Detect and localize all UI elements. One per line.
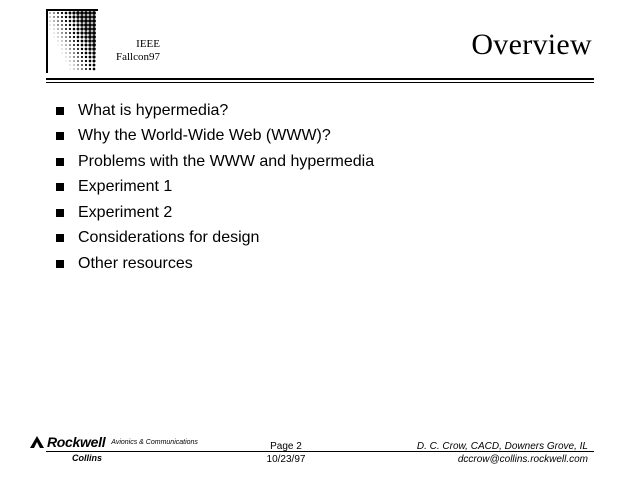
logo-dot [88, 47, 91, 50]
logo-dot [54, 29, 55, 30]
logo-dot [89, 56, 92, 59]
logo-dot [77, 60, 79, 62]
logo-dot [62, 49, 63, 50]
logo-dot [77, 68, 78, 69]
logo-dot [66, 57, 67, 58]
logo-dot [70, 69, 71, 70]
logo-dot [92, 47, 96, 51]
logo-dot [66, 53, 67, 54]
logo-dot [80, 11, 84, 15]
logo-dot [88, 15, 92, 19]
logo-dot [73, 24, 76, 27]
logo-dot [57, 28, 58, 29]
logo-dot [77, 32, 80, 35]
square-bullet-icon [56, 260, 64, 268]
logo-dot [89, 52, 92, 55]
logo-dot [54, 37, 55, 38]
logo-dot [62, 45, 63, 46]
logo-dot [77, 56, 79, 58]
page-info [256, 440, 316, 466]
logo-dot [70, 61, 71, 62]
logo-dot [92, 27, 96, 31]
list-item-text: Why the World-Wide Web (WWW)? [78, 127, 331, 145]
logo-dot [80, 27, 83, 30]
logo-dot [77, 40, 79, 42]
logo-dot [58, 37, 59, 38]
logo-dot [81, 64, 83, 66]
logo-dot [69, 40, 71, 42]
logo-dot [73, 64, 74, 65]
logo-dot [80, 31, 83, 34]
logo-dot [58, 45, 59, 46]
logo-dot [66, 61, 67, 62]
logo-dot [69, 48, 70, 49]
logo-dot [69, 12, 72, 15]
logo-dot [93, 64, 96, 67]
logo-dot [69, 28, 71, 30]
logo-dot [65, 28, 67, 30]
logo-dot [88, 11, 92, 15]
list-item-text: Problems with the WWW and hypermedia [78, 152, 375, 170]
logo-dot [88, 35, 92, 39]
list-item [56, 251, 374, 277]
logo-dot [84, 19, 88, 23]
logo-dot [50, 25, 51, 26]
logo-dot [65, 12, 68, 15]
list-item-text: Considerations for design [78, 229, 260, 247]
logo-dot [85, 56, 87, 58]
header-divider [46, 78, 594, 80]
conference-org: IEEE [136, 38, 160, 50]
page-date: 10/23/97 [266, 454, 306, 465]
square-bullet-icon [56, 107, 64, 115]
square-bullet-icon [56, 158, 64, 166]
header-divider-thin [46, 82, 594, 83]
logo-dot [80, 23, 84, 27]
logo-dot [88, 39, 92, 43]
logo-dot [70, 65, 71, 66]
conference-event: Fallcon97 [116, 51, 160, 63]
logo-dot [77, 48, 79, 50]
logo-dot [85, 52, 88, 55]
logo-dot [89, 68, 91, 70]
logo-dot [69, 44, 71, 46]
logo-dot [61, 16, 63, 18]
author-info [417, 440, 588, 466]
logo-dot [69, 56, 70, 57]
conference-name [100, 38, 160, 64]
logo-dot [88, 43, 91, 46]
logo-dot [85, 48, 88, 51]
logo-dot [69, 32, 71, 34]
dot-gradient-logo-icon [48, 11, 98, 73]
logo-dot [65, 40, 66, 41]
logo-dot [84, 35, 87, 38]
logo-dot [76, 11, 80, 15]
logo-dot [84, 27, 88, 31]
logo-dot [88, 23, 92, 27]
logo-dot [69, 16, 72, 19]
logo-dot [61, 36, 62, 37]
logo-dot [85, 68, 87, 70]
logo-dot [61, 40, 62, 41]
logo-dot [73, 52, 75, 54]
logo-dot [74, 69, 75, 70]
logo-dot [84, 15, 88, 19]
logo-dot [93, 68, 96, 71]
logo-dot [61, 20, 63, 22]
list-item [56, 149, 374, 175]
page-number: Page 2 [270, 441, 302, 452]
logo-dot [73, 60, 74, 61]
logo-dot [53, 12, 55, 14]
logo-dot [65, 44, 66, 45]
logo-dot [76, 19, 79, 22]
list-item [56, 98, 374, 124]
list-item [56, 175, 374, 201]
logo-dot [57, 24, 58, 25]
logo-dot [92, 15, 96, 19]
logo-dot [84, 31, 88, 35]
logo-dot [69, 36, 71, 38]
logo-dot [92, 31, 96, 35]
logo-dot [73, 44, 75, 46]
logo-dot [65, 36, 67, 38]
logo-dot [89, 60, 92, 63]
logo-dot [77, 36, 80, 39]
company-division-text: Avionics & Communications [111, 438, 198, 446]
logo-dot [73, 36, 75, 38]
rockwell-collins-logo [30, 434, 198, 463]
logo-dot [76, 23, 79, 26]
logo-dot [77, 28, 80, 31]
logo-dot [53, 16, 54, 17]
author-email: dccrow@collins.rockwell.com [457, 454, 588, 465]
logo-dot [73, 32, 75, 34]
logo-dot [73, 40, 75, 42]
logo-dot [58, 41, 59, 42]
logo-dot [49, 16, 50, 17]
logo-dot [72, 11, 75, 14]
logo-dot [73, 56, 74, 57]
list-item-text: Experiment 1 [78, 178, 173, 196]
logo-dot [88, 27, 92, 31]
logo-dot [54, 33, 55, 34]
list-item [56, 226, 374, 252]
logo-dot [50, 21, 51, 22]
logo-dot [85, 64, 87, 66]
logo-dot [65, 16, 67, 18]
logo-dot [92, 51, 95, 54]
logo-dot [92, 55, 95, 58]
logo-dot [61, 32, 62, 33]
logo-dot [80, 15, 84, 19]
logo-dot [81, 56, 83, 58]
logo-dot [57, 12, 59, 14]
logo-dot [80, 19, 84, 23]
logo-dot [61, 28, 63, 30]
logo-dot [81, 60, 83, 62]
logo-dot [92, 35, 96, 39]
list-item [56, 200, 374, 226]
logo-dot [65, 20, 67, 22]
logo-dot [92, 39, 96, 43]
logo-dot [69, 52, 70, 53]
square-bullet-icon [56, 234, 64, 242]
logo-dot [69, 24, 71, 26]
logo-dot [65, 32, 67, 34]
square-bullet-icon [56, 209, 64, 217]
logo-dot [57, 32, 58, 33]
square-bullet-icon [56, 183, 64, 191]
logo-dot [84, 23, 88, 27]
logo-dot [81, 36, 84, 39]
logo-dot [92, 23, 96, 27]
logo-dot [65, 24, 67, 26]
logo-dot [92, 19, 96, 23]
logo-dot [76, 15, 79, 18]
logo-dot [77, 44, 79, 46]
logo-dot [85, 60, 87, 62]
logo-dot [81, 52, 83, 54]
logo-dot [88, 31, 92, 35]
logo-dot [65, 48, 66, 49]
logo-dot [77, 52, 79, 54]
logo-dot [62, 53, 63, 54]
logo-dot [81, 40, 84, 43]
logo-dot [61, 24, 63, 26]
logo-dot [84, 39, 87, 42]
conference-logo [46, 9, 98, 73]
logo-dot [85, 44, 88, 47]
division-name: Collins [72, 453, 103, 463]
list-item-text: Experiment 2 [78, 203, 173, 221]
list-item-text: Other resources [78, 254, 193, 272]
square-bullet-icon [56, 132, 64, 140]
logo-dot [57, 16, 59, 18]
logo-dot [57, 20, 59, 22]
logo-dot [81, 68, 83, 70]
author-name: D. C. Crow, CACD, Downers Grove, IL [416, 441, 588, 452]
logo-dot [92, 11, 96, 15]
logo-dot [84, 11, 88, 15]
logo-dot [50, 29, 51, 30]
overview-list [56, 98, 374, 277]
logo-dot [77, 64, 78, 65]
logo-dot [49, 12, 50, 13]
rockwell-logo-icon [30, 436, 44, 448]
logo-dot [53, 24, 54, 25]
logo-dot [69, 20, 72, 23]
logo-dot [81, 48, 83, 50]
logo-dot [73, 20, 76, 23]
list-item-text: What is hypermedia? [78, 101, 229, 119]
logo-dot [53, 20, 54, 21]
company-name: Rockwell [47, 434, 106, 450]
logo-dot [92, 43, 96, 47]
list-item [56, 124, 374, 150]
logo-dot [72, 15, 75, 18]
logo-dot [89, 64, 92, 67]
logo-dot [73, 28, 76, 31]
logo-dot [88, 19, 92, 23]
logo-dot [73, 48, 75, 50]
logo-dot [92, 59, 95, 62]
logo-dot [81, 44, 84, 47]
logo-dot [61, 12, 63, 14]
slide-title: Overview [471, 28, 592, 61]
